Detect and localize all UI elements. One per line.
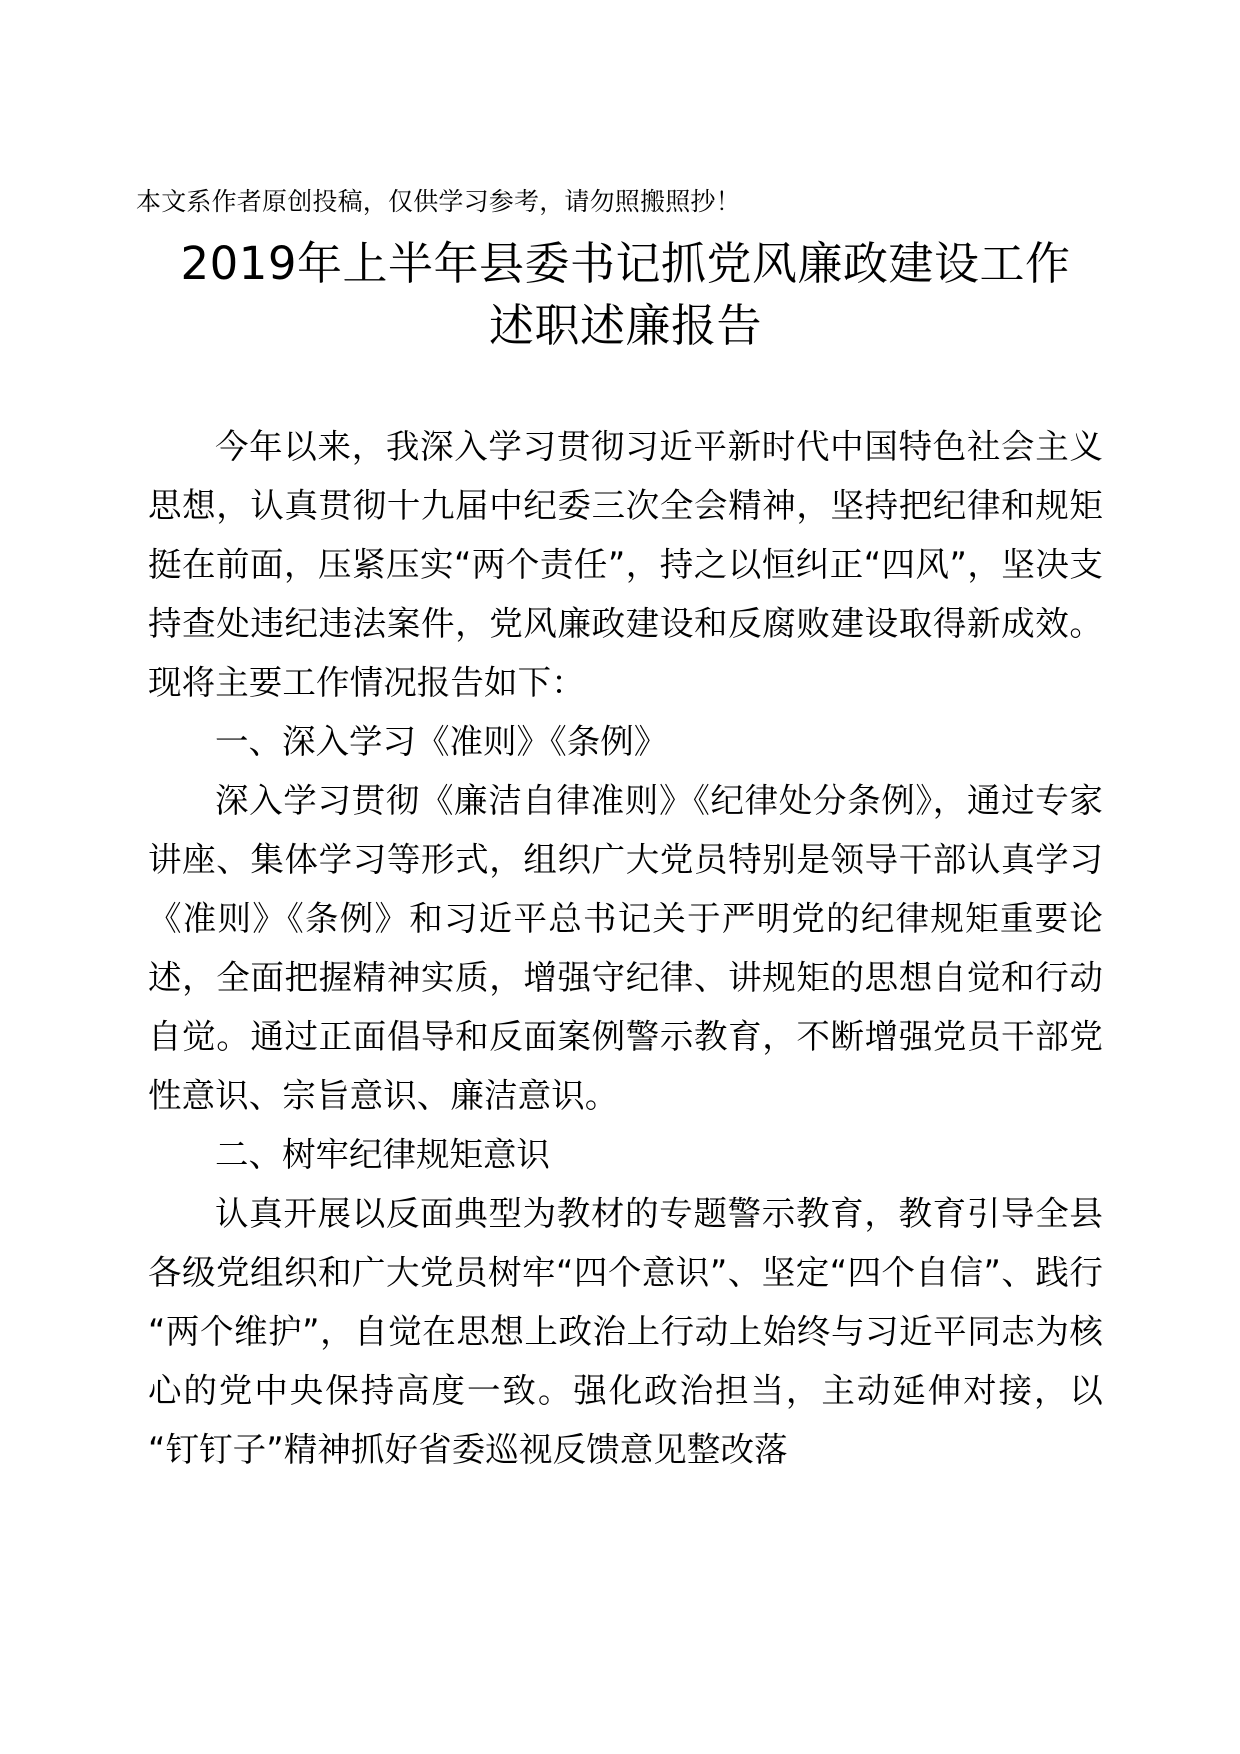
page-title-line-1: 2019年上半年县委书记抓党风廉政建设工作 [180,237,1071,290]
document-content [136,0,1103,1479]
paragraph-intro: 今年以来，我深入学习贯彻习近平新时代中国特色社会主义思想，认真贯彻十九届中纪委三次全会精神，坚持把纪律和规矩挺在前面，压紧压实“两个责任”，持之以恒纠正“四风”，坚决支持查处违纪违法案件，党风廉政建设和反腐败建设取得新成效。现将主要工作情况报告如下： [148,427,1103,702]
page-title-line-2: 述职述廉报告 [488,299,762,352]
paragraph-section-1-body: 深入学习贯彻《廉洁自律准则》《纪律处分条例》，通过专家讲座、集体学习等形式，组织广大党员特别是领导干部认真学习《准则》《条例》和习近平总书记关于严明党的纪律规矩重要论述，全面把握精神实质，增强守纪律、讲规矩的思想自觉和行动自觉。通过正面倡导和反面案例警示教育，不断增强党员干部党性意识、宗旨意识、廉洁意识。 [148,781,1103,1115]
paragraph-section-2-body: 认真开展以反面典型为教材的专题警示教育，教育引导全县各级党组织和广大党员树牢“四个意识”、坚定“四个自信”、践行“两个维护”，自觉在思想上政治上行动上始终与习近平同志为核心的党中央保持高度一致。强化政治担当，主动延伸对接，以“钉钉子”精神抓好省委巡视反馈意见整改落 [148,1194,1103,1469]
section-heading-1: 一、深入学习《准则》《条例》 [215,722,668,761]
section-heading-2: 二、树牢纪律规矩意识 [215,1135,550,1174]
copyright-notice: 本文系作者原创投稿，仅供学习参考，请勿照搬照抄！ [136,187,741,216]
document-body [148,417,1103,1479]
page-title [148,233,1103,357]
